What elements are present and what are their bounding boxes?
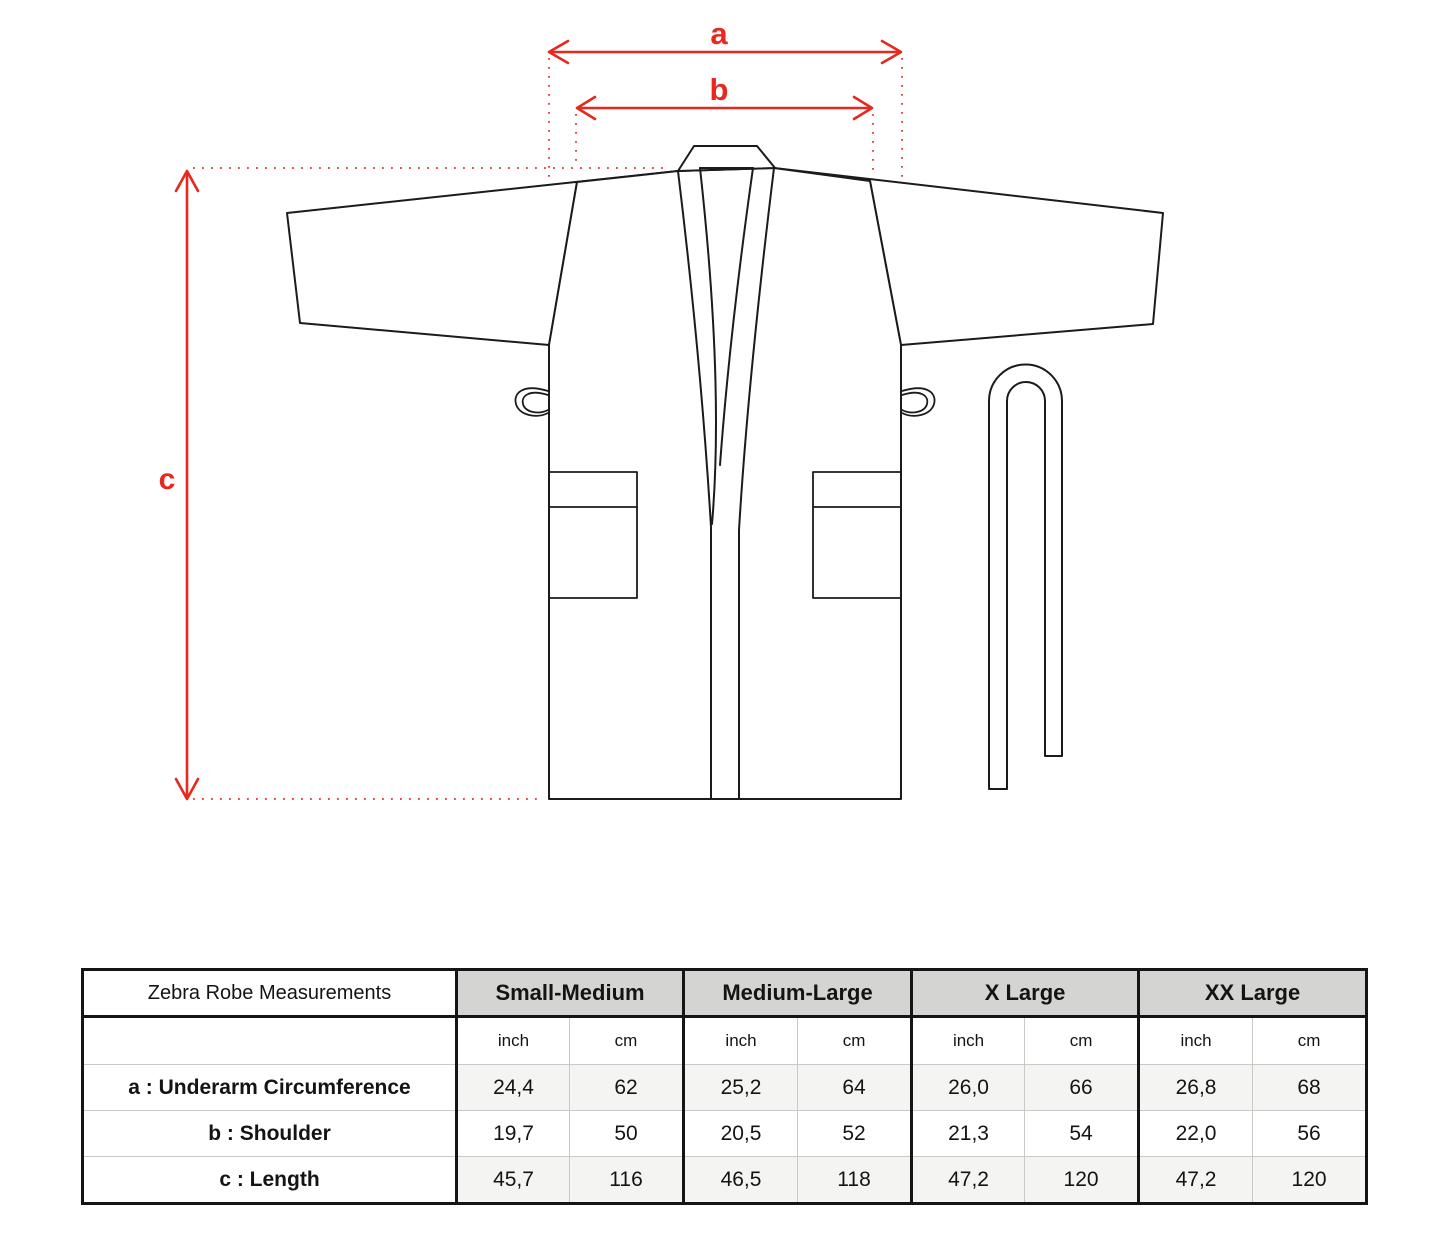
value-cell: 52 bbox=[798, 1111, 912, 1157]
row-label: a : Underarm Circumference bbox=[83, 1065, 457, 1111]
value-cell: 62 bbox=[570, 1065, 684, 1111]
value-cell: 46,5 bbox=[684, 1157, 798, 1204]
value-cell: 66 bbox=[1025, 1065, 1139, 1111]
value-cell: 45,7 bbox=[457, 1157, 570, 1204]
size-header-xx-large: XX Large bbox=[1139, 970, 1367, 1017]
unit-header-cm: cm bbox=[1025, 1017, 1139, 1065]
value-cell: 56 bbox=[1253, 1111, 1367, 1157]
size-header-small-medium: Small-Medium bbox=[457, 970, 684, 1017]
table-header-row bbox=[83, 970, 1367, 1017]
table-title: Zebra Robe Measurements bbox=[83, 970, 457, 1017]
row-label: c : Length bbox=[83, 1157, 457, 1204]
row-label: b : Shoulder bbox=[83, 1111, 457, 1157]
dimension-label-a: a bbox=[710, 16, 728, 51]
value-cell: 47,2 bbox=[1139, 1157, 1253, 1204]
unit-header-cm: cm bbox=[798, 1017, 912, 1065]
left-belt-loop bbox=[515, 388, 548, 416]
value-cell: 54 bbox=[1025, 1111, 1139, 1157]
value-cell: 22,0 bbox=[1139, 1111, 1253, 1157]
empty-cell bbox=[83, 1017, 457, 1065]
right-belt-loop bbox=[902, 388, 935, 416]
robe-outline bbox=[287, 146, 1163, 799]
value-cell: 64 bbox=[798, 1065, 912, 1111]
value-cell: 68 bbox=[1253, 1065, 1367, 1111]
measurements-table bbox=[81, 968, 1368, 1205]
dimension-label-c: c bbox=[158, 463, 176, 496]
unit-header-inch: inch bbox=[457, 1017, 570, 1065]
size-header-medium-large: Medium-Large bbox=[684, 970, 912, 1017]
belt-tie bbox=[989, 365, 1062, 790]
value-cell: 25,2 bbox=[684, 1065, 798, 1111]
unit-header-cm: cm bbox=[570, 1017, 684, 1065]
value-cell: 21,3 bbox=[912, 1111, 1025, 1157]
value-cell: 24,4 bbox=[457, 1065, 570, 1111]
value-cell: 116 bbox=[570, 1157, 684, 1204]
unit-header-inch: inch bbox=[912, 1017, 1025, 1065]
unit-header-inch: inch bbox=[1139, 1017, 1253, 1065]
value-cell: 118 bbox=[798, 1157, 912, 1204]
table-row-underarm-circumference bbox=[83, 1065, 1367, 1111]
value-cell: 120 bbox=[1253, 1157, 1367, 1204]
robe-body bbox=[549, 168, 901, 799]
dimension-label-b: b bbox=[709, 72, 729, 107]
unit-header-cm: cm bbox=[1253, 1017, 1367, 1065]
value-cell: 26,8 bbox=[1139, 1065, 1253, 1111]
size-header-x-large: X Large bbox=[912, 970, 1139, 1017]
value-cell: 19,7 bbox=[457, 1111, 570, 1157]
value-cell: 20,5 bbox=[684, 1111, 798, 1157]
value-cell: 26,0 bbox=[912, 1065, 1025, 1111]
unit-header-row bbox=[83, 1017, 1367, 1065]
value-cell: 47,2 bbox=[912, 1157, 1025, 1204]
table-row-length bbox=[83, 1157, 1367, 1204]
value-cell: 120 bbox=[1025, 1157, 1139, 1204]
measurements-table-section bbox=[81, 968, 1365, 1205]
value-cell: 50 bbox=[570, 1111, 684, 1157]
dimension-arrow-c bbox=[176, 171, 198, 799]
table-row-shoulder bbox=[83, 1111, 1367, 1157]
unit-header-inch: inch bbox=[684, 1017, 798, 1065]
